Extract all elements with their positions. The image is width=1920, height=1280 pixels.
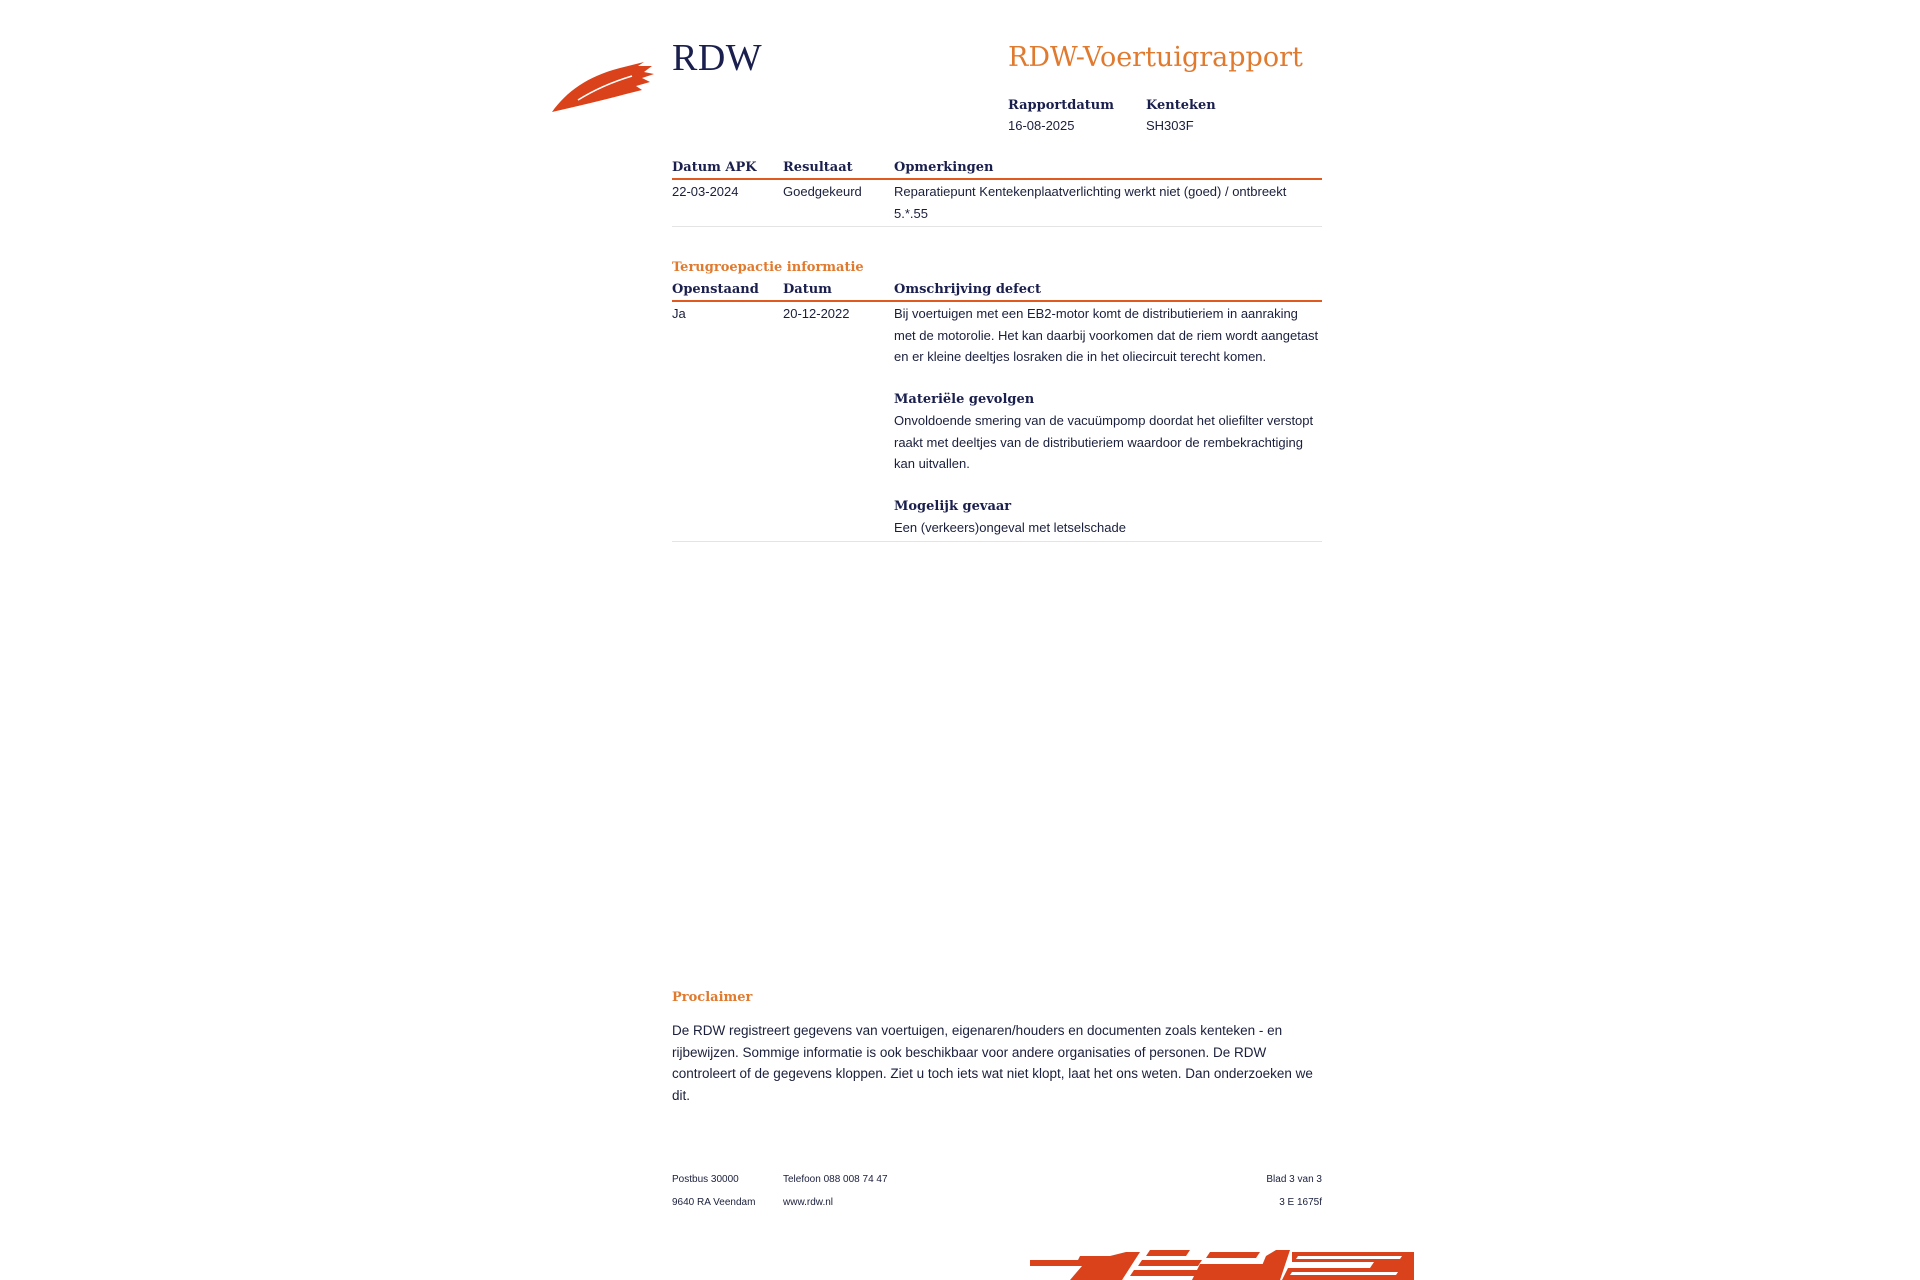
report-date-value: 16-08-2025 xyxy=(1008,118,1075,133)
footer-website-link[interactable]: www.rdw.nl xyxy=(783,1197,834,1208)
report-date-label: Rapportdatum xyxy=(1008,98,1114,113)
footer-doc-code: 3 E 1675f xyxy=(1279,1197,1322,1208)
plate-label: Kenteken xyxy=(1146,98,1216,113)
table-row xyxy=(672,180,1322,227)
recall-defect-cell xyxy=(894,303,1322,539)
proclaimer-title: Proclaimer xyxy=(672,990,753,1005)
plate-value: SH303F xyxy=(1146,118,1194,133)
apk-table xyxy=(672,160,1322,227)
footer-postbus: Postbus 30000 xyxy=(672,1174,739,1185)
col-header-open: Openstaand xyxy=(672,282,759,297)
recall-date: 20-12-2022 xyxy=(783,306,850,321)
recall-open: Ja xyxy=(672,306,686,321)
material-consequences-text: Onvoldoende smering van de vacuümpomp doordat het oliefilter verstopt raakt met deeltjes van de distributieriem waardoor de rembekrachtiging kan uitvallen. xyxy=(894,413,1314,471)
rdw-stripes-decoration-icon xyxy=(1030,1246,1414,1280)
apk-date: 22-03-2024 xyxy=(672,184,739,199)
col-header-date: Datum APK xyxy=(672,160,757,175)
recall-table-header xyxy=(672,282,1322,302)
material-consequences-title: Materiële gevolgen xyxy=(894,391,1035,407)
col-header-defect: Omschrijving defect xyxy=(894,282,1041,297)
possible-danger-title: Mogelijk gevaar xyxy=(894,498,1012,514)
apk-remarks: Reparatiepunt Kentekenplaatverlichting werkt niet (goed) / ontbreekt 5.*.55 xyxy=(894,184,1287,221)
rdw-feather-logo-icon xyxy=(548,56,658,116)
apk-table-header xyxy=(672,160,1322,180)
col-header-remarks: Opmerkingen xyxy=(894,160,994,175)
proclaimer-text: De RDW registreert gegevens van voertuigen, eigenaren/houders en documenten zoals kenteken - en rijbewijzen. Sommige informatie is ook beschikbaar voor andere organisaties of personen. De RDW controleert of de gegevens kloppen. Ziet u toch iets wat niet klopt, laat het ons weten. Dan onderzoeken we dit. xyxy=(672,1023,1313,1103)
col-header-result: Resultaat xyxy=(783,160,853,175)
possible-danger-text: Een (verkeers)ongeval met letselschade xyxy=(894,520,1126,535)
table-row xyxy=(672,302,1322,542)
report-title: RDW-Voertuigrapport xyxy=(1008,42,1303,73)
footer-page-number: Blad 3 van 3 xyxy=(1266,1174,1322,1185)
recall-table xyxy=(672,282,1322,542)
footer-phone: Telefoon 088 008 74 47 xyxy=(783,1174,888,1185)
col-header-recall-date: Datum xyxy=(783,282,832,297)
plate-block xyxy=(1146,98,1216,133)
report-date-block xyxy=(1008,98,1114,133)
brand-name: RDW xyxy=(672,37,763,79)
recall-section-title: Terugroepactie informatie xyxy=(672,260,864,275)
footer-city: 9640 RA Veendam xyxy=(672,1197,756,1208)
recall-description: Bij voertuigen met een EB2-motor komt de distributieriem in aanraking met de motorolie. Het kan daarbij voorkomen dat de riem wordt aangetast en er kleine deeltjes losraken die in het oliecircuit terecht komen. xyxy=(894,306,1319,364)
apk-result: Goedgekeurd xyxy=(783,184,862,199)
